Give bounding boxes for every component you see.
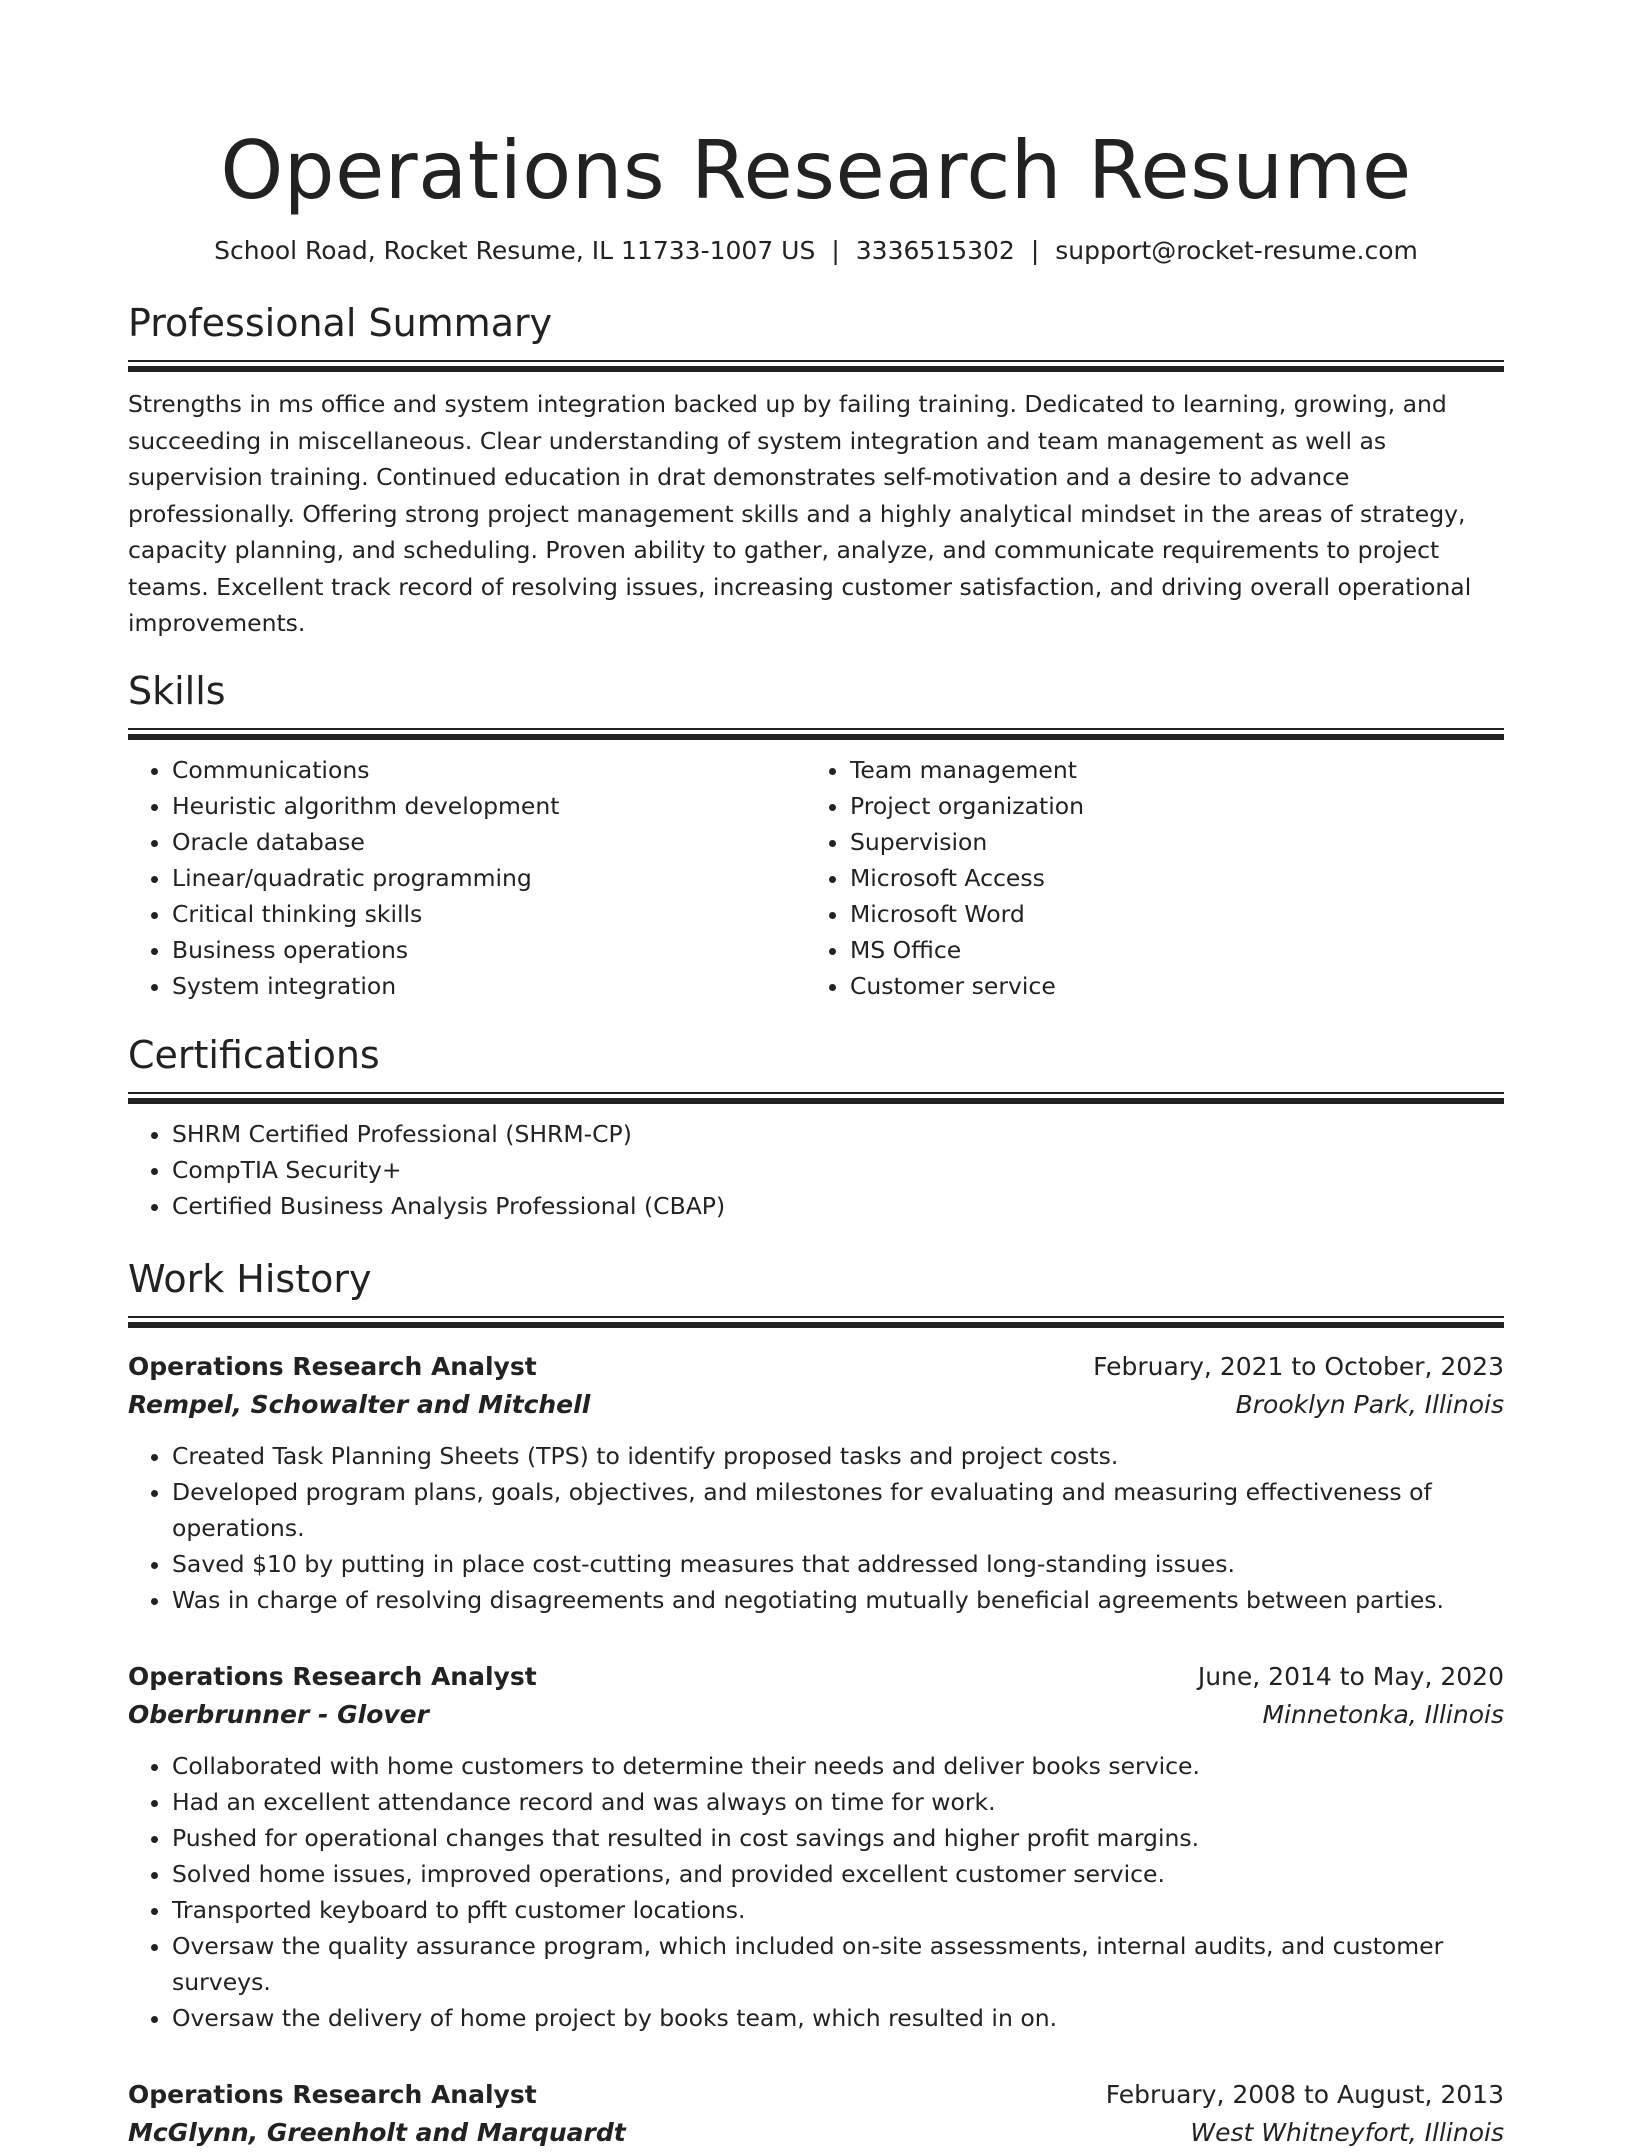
skill-item: • Supervision xyxy=(850,824,1528,860)
contact-address: School Road, Rocket Resume, IL 11733-1007 US xyxy=(214,236,816,265)
job-bullet: • Oversaw the delivery of home project by books team, which resulted in on. xyxy=(172,2000,1504,2036)
skill-item: • Microsoft Word xyxy=(850,896,1528,932)
job-entry xyxy=(128,1348,1504,1618)
section-heading: Skills xyxy=(128,668,226,713)
section-skills xyxy=(128,666,1504,1004)
jobs-list xyxy=(128,1348,1504,2152)
section-divider xyxy=(128,728,1504,740)
job-bullet: • Collaborated with home customers to determine their needs and deliver books service. xyxy=(172,1748,1504,1784)
job-location: West Whitneyfort, Illinois xyxy=(1190,2117,1504,2147)
job-company: McGlynn, Greenholt and Marquardt xyxy=(128,2117,626,2147)
job-entry xyxy=(128,1658,1504,2036)
job-header-row xyxy=(128,2076,1504,2114)
job-location: Minnetonka, Illinois xyxy=(1262,1699,1504,1729)
section-professional-summary xyxy=(128,298,1504,642)
summary-text: Strengths in ms office and system integration backed up by failing training. Dedicated to learning, growing, and succeeding in miscellaneous. Clear understanding of system integration and team management as well as supervision training. Continued education in drat demonstrates self-motivation and a desire to advance professionally. Offering strong project management skills and a highly analytical mindset in the areas of strategy, capacity planning, and scheduling. Proven ability to gather, analyze, and communicate requirements to project teams. Excellent track record of resolving issues, increasing customer satisfaction, and driving overall operational improvements. xyxy=(128,390,1472,637)
job-bullets xyxy=(128,1748,1504,2036)
skill-item: • Customer service xyxy=(850,968,1528,1004)
job-bullet: • Solved home issues, improved operations, and provided excellent customer service. xyxy=(172,1856,1504,1892)
skill-item: • Heuristic algorithm development xyxy=(172,788,806,824)
job-title: Operations Research Analyst xyxy=(128,1351,537,1381)
certification-item: • Certified Business Analysis Professional (CBAP) xyxy=(172,1188,1504,1224)
section-divider xyxy=(128,1092,1504,1104)
job-dates: February, 2021 to October, 2023 xyxy=(1093,1351,1504,1381)
job-bullet: • Oversaw the quality assurance program, which included on-site assessments, internal audits, and customer surveys. xyxy=(172,1928,1504,2000)
job-title: Operations Research Analyst xyxy=(128,1661,537,1691)
contact-phone: 3336515302 xyxy=(855,236,1015,265)
skill-item: • MS Office xyxy=(850,932,1528,968)
job-company-row xyxy=(128,1386,1504,1424)
job-title: Operations Research Analyst xyxy=(128,2079,537,2109)
skill-item: • Business operations xyxy=(172,932,806,968)
skill-item: • Oracle database xyxy=(172,824,806,860)
section-work-history xyxy=(128,1254,1504,2152)
job-entry xyxy=(128,2076,1504,2152)
job-bullets xyxy=(128,1438,1504,1618)
job-company: Oberbrunner - Glover xyxy=(128,1699,429,1729)
job-company: Rempel, Schowalter and Mitchell xyxy=(128,1389,591,1419)
skill-item: • System integration xyxy=(172,968,806,1004)
job-header-row xyxy=(128,1658,1504,1696)
skill-item: • Linear/quadratic programming xyxy=(172,860,806,896)
contact-separator: | xyxy=(831,236,840,265)
certifications-list xyxy=(128,1116,1504,1224)
job-location: Brooklyn Park, Illinois xyxy=(1235,1389,1504,1419)
section-heading: Work History xyxy=(128,1256,372,1301)
skill-item: • Team management xyxy=(850,752,1528,788)
skills-list-right xyxy=(806,752,1528,1004)
section-divider xyxy=(128,360,1504,372)
certification-item: • SHRM Certified Professional (SHRM-CP) xyxy=(172,1116,1504,1152)
contact-separator: | xyxy=(1030,236,1040,265)
skills-list-left xyxy=(128,752,806,1004)
job-bullet: • Transported keyboard to pfft customer locations. xyxy=(172,1892,1504,1928)
skill-item: • Project organization xyxy=(850,788,1528,824)
certification-item: • CompTIA Security+ xyxy=(172,1152,1504,1188)
job-company-row xyxy=(128,1696,1504,1734)
job-header-row xyxy=(128,1348,1504,1386)
job-company-row xyxy=(128,2114,1504,2152)
resume-page xyxy=(128,0,1504,2152)
section-heading: Professional Summary xyxy=(128,301,553,345)
skill-item: • Microsoft Access xyxy=(850,860,1528,896)
job-bullet: • Created Task Planning Sheets (TPS) to identify proposed tasks and project costs. xyxy=(172,1438,1504,1474)
section-certifications xyxy=(128,1030,1504,1224)
job-bullet: • Had an excellent attendance record and was always on time for work. xyxy=(172,1784,1504,1820)
job-bullet: • Pushed for operational changes that resulted in cost savings and higher profit margins. xyxy=(172,1820,1504,1856)
skill-item: • Critical thinking skills xyxy=(172,896,806,932)
job-bullet: • Was in charge of resolving disagreements and negotiating mutually beneficial agreements between parties. xyxy=(172,1582,1504,1618)
section-divider xyxy=(128,1316,1504,1328)
job-bullet: • Developed program plans, goals, objectives, and milestones for evaluating and measuring effectiveness of operations. xyxy=(172,1474,1504,1546)
job-dates: June, 2014 to May, 2020 xyxy=(1197,1661,1504,1691)
skill-item: • Communications xyxy=(172,752,806,788)
contact-line xyxy=(128,234,1504,268)
job-dates: February, 2008 to August, 2013 xyxy=(1105,2079,1504,2109)
contact-email: support@rocket-resume.com xyxy=(1055,236,1418,265)
resume-title: Operations Research Resume xyxy=(220,124,1412,217)
skills-columns xyxy=(128,752,1504,1004)
job-bullet: • Saved $10 by putting in place cost-cutting measures that addressed long-standing issues. xyxy=(172,1546,1504,1582)
section-heading: Certifications xyxy=(128,1032,380,1077)
